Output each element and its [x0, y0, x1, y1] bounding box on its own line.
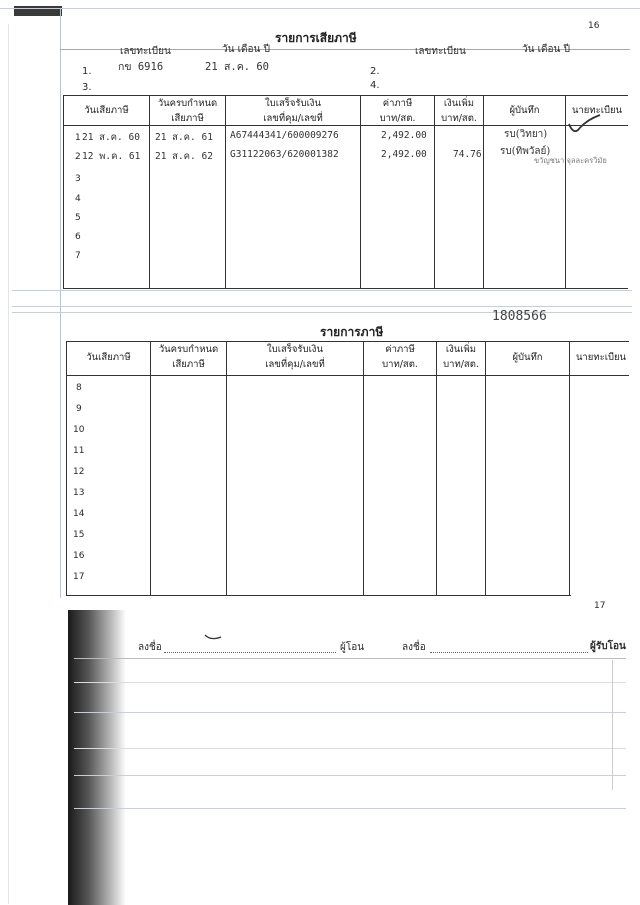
entry-registration: กข 6916	[118, 61, 164, 73]
section-title: รายการเสียภาษี	[275, 31, 357, 45]
scan-rule	[12, 306, 632, 307]
column-header: เงินเพิ่ม บาท/สต.	[443, 344, 479, 370]
tax-amount: 2,492.00	[381, 130, 427, 141]
date-label-right: วัน เดือน ปี	[522, 44, 570, 55]
sign-label: ลงชื่อ	[402, 642, 426, 653]
row-number: 6	[75, 232, 81, 242]
row-number: 13	[73, 488, 85, 498]
payment-date: 12 พ.ค. 61	[82, 151, 141, 162]
recorder: รบ(ทิพวัลย์)	[500, 146, 551, 157]
receipt-number: G31122063/620001382	[230, 149, 339, 160]
column-header: เงินเพิ่ม บาท/สต.	[441, 98, 477, 124]
serial-number: 1808566	[492, 309, 547, 324]
column-header: วันครบกำหนด เสียภาษี	[158, 344, 219, 370]
entry-number: 2.	[370, 66, 380, 77]
column-header: ใบเสร็จรับเงิน เลขที่คุม/เลขที่	[265, 344, 325, 370]
payment-date: 21 ส.ค. 60	[82, 132, 140, 143]
scan-shadow-left	[68, 610, 126, 905]
column-header: ค่าภาษี บาท/สต.	[382, 344, 418, 370]
row-number: 16	[73, 551, 85, 561]
column-header: นายทะเบียน	[575, 352, 627, 363]
row-number: 10	[73, 425, 85, 435]
column-header: ใบเสร็จรับเงิน เลขที่คุม/เลขที่	[263, 98, 323, 124]
column-header: ค่าภาษี บาท/สต.	[379, 98, 416, 124]
receipt-number: A67444341/600009276	[230, 130, 339, 141]
row-number: 3	[75, 174, 81, 184]
scan-rule	[74, 775, 626, 776]
row-number: 14	[73, 509, 85, 519]
scan-rule	[612, 660, 613, 790]
entry-number: 1.	[82, 66, 92, 77]
row-number: 7	[75, 251, 81, 261]
entry-date: 21 ส.ค. 60	[205, 61, 270, 73]
column-header: วันครบกำหนด เสียภาษี	[157, 98, 218, 124]
date-label-left: วัน เดือน ปี	[222, 44, 270, 55]
row-number: 15	[73, 530, 85, 540]
column-header: ผู้บันทึก	[512, 352, 543, 363]
reg-label-right: เลขทะเบียน	[415, 46, 466, 57]
row-number: 17	[73, 572, 85, 582]
page-number-bottom: 17	[594, 601, 606, 611]
column-header: วันเสียภาษี	[84, 105, 129, 116]
transferor-label: ผู้โอน	[340, 642, 365, 653]
scan-rule	[12, 290, 632, 291]
scan-rule	[0, 8, 640, 9]
row-number: 9	[76, 404, 82, 414]
scan-rule	[60, 8, 61, 598]
scan-rule	[74, 808, 626, 809]
due-date: 21 ส.ค. 61	[155, 132, 213, 143]
column-header: วันเสียภาษี	[86, 352, 131, 363]
row-number: 5	[75, 213, 81, 223]
transferee-signature-line	[430, 652, 588, 653]
row-number: 8	[76, 383, 82, 393]
scan-rule	[8, 24, 9, 904]
extra-charge: 74.76	[453, 149, 482, 160]
row-number: 11	[73, 446, 85, 456]
scan-rule	[74, 658, 626, 659]
column-header: ผู้บันทึก	[509, 105, 540, 116]
tax-amount: 2,492.00	[381, 149, 427, 160]
transferor-signature-line	[164, 652, 336, 653]
transferee-label: ผู้รับโอน	[590, 641, 626, 652]
column-header: นายทะเบียน	[571, 105, 623, 116]
scan-rule	[74, 712, 626, 713]
row-number: 12	[73, 467, 85, 477]
registrar-signature-mark	[566, 112, 606, 138]
entry-number: 4.	[370, 80, 380, 91]
scan-rule	[74, 748, 626, 749]
row-number: 4	[75, 194, 81, 204]
registrar-stamp-text: ขวัญชนา จุลละครวิมัย	[534, 156, 607, 165]
handwritten-mark	[203, 632, 223, 642]
row-number: 1	[75, 133, 81, 143]
page-number-top: 16	[588, 21, 600, 31]
row-number: 2	[75, 152, 81, 162]
due-date: 21 ส.ค. 62	[155, 151, 213, 162]
recorder: รบ(วิทยา)	[504, 129, 548, 140]
reg-label-left: เลขทะเบียน	[120, 46, 171, 57]
sign-label: ลงชื่อ	[138, 642, 162, 653]
section-title: รายการภาษี	[320, 325, 384, 339]
scan-rule	[74, 682, 626, 683]
entry-number: 3.	[82, 82, 92, 93]
